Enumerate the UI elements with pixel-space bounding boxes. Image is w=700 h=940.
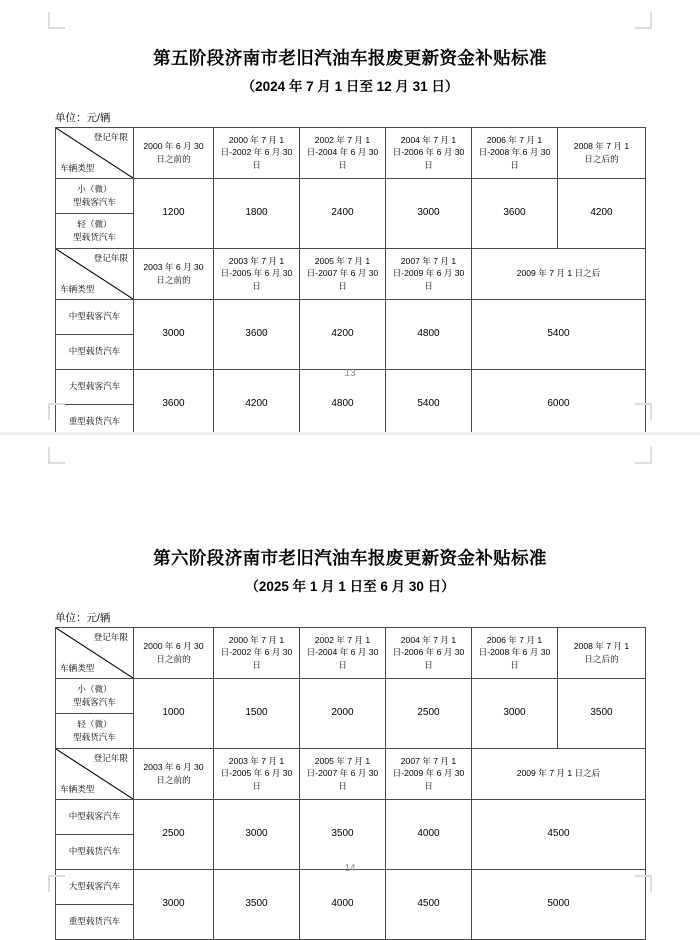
- header-registration-period-label: 登记年限: [93, 252, 128, 263]
- page-title: 第六阶段济南市老旧汽油车报废更新资金补贴标准: [153, 548, 547, 568]
- column-header: 2003 年 7 月 1 日-2005 年 6 月 30 日: [214, 248, 300, 299]
- column-header: 2008 年 7 月 1 日之后的: [558, 627, 646, 678]
- column-header: 2009 年 7 月 1 日之后: [472, 748, 646, 799]
- row-label: 小（微）型载客汽车: [56, 678, 134, 713]
- table-row: [56, 799, 646, 834]
- subsidy-table-container: [55, 627, 645, 940]
- table-header-row-b: [56, 748, 646, 799]
- page-number: 13: [344, 368, 356, 379]
- row-label: 中型载客汽车: [56, 799, 134, 834]
- column-header: 2009 年 7 月 1 日之后: [472, 248, 646, 299]
- table-row: [56, 178, 646, 213]
- header-registration-period-label: 登记年限: [93, 631, 128, 642]
- table-cell-value: 3500: [214, 869, 300, 939]
- column-header: 2000 年 7 月 1 日-2002 年 6 月 30 日: [214, 127, 300, 178]
- page-title: 第五阶段济南市老旧汽油车报废更新资金补贴标准: [153, 48, 547, 68]
- table-row: [56, 299, 646, 334]
- subsidy-table: [55, 127, 646, 440]
- table-cell-value: 3600: [214, 299, 300, 369]
- table-cell-value: 4500: [472, 799, 646, 869]
- column-header: 2006 年 7 月 1 日-2008 年 6 月 30 日: [472, 127, 558, 178]
- column-header: 2000 年 6 月 30 日之前的: [134, 627, 214, 678]
- unit-label: 单位：元/辆: [55, 611, 111, 624]
- table-cell-value: 3500: [300, 799, 386, 869]
- table-cell-value: 4000: [300, 869, 386, 939]
- table-cell-value: 5400: [386, 369, 472, 439]
- table-cell-value: 4000: [386, 799, 472, 869]
- column-header: 2005 年 7 月 1 日-2007 年 6 月 30 日: [300, 748, 386, 799]
- header-vehicle-type-label: 车辆类型: [60, 284, 95, 295]
- table-cell-value: 5000: [472, 869, 646, 939]
- row-label: 大型载客汽车: [56, 869, 134, 904]
- crop-mark-top-right-icon: [635, 447, 652, 464]
- row-label: 中型载货汽车: [56, 834, 134, 869]
- table-cell-value: 3000: [134, 299, 214, 369]
- page-subtitle: （2025 年 1 月 1 日至 6 月 30 日）: [245, 578, 455, 594]
- table-cell-value: 4200: [214, 369, 300, 439]
- table-cell-value: 1200: [134, 178, 214, 248]
- table-cell-value: 2500: [386, 678, 472, 748]
- page-number: 14: [344, 863, 356, 874]
- table-cell-value: 5400: [472, 299, 646, 369]
- column-header: 2008 年 7 月 1 日之后的: [558, 127, 646, 178]
- column-header: 2007 年 7 月 1 日-2009 年 6 月 30 日: [386, 248, 472, 299]
- table-cell-value: 2000: [300, 678, 386, 748]
- row-label: 中型载客汽车: [56, 299, 134, 334]
- column-header: 2000 年 6 月 30 日之前的: [134, 127, 214, 178]
- diagonal-header-cell: [56, 627, 134, 678]
- row-label: 中型载货汽车: [56, 334, 134, 369]
- column-header: 2002 年 7 月 1 日-2004 年 6 月 30 日: [300, 627, 386, 678]
- table-cell-value: 4200: [300, 299, 386, 369]
- table-cell-value: 3600: [134, 369, 214, 439]
- crop-mark-top-left-icon: [48, 12, 65, 29]
- header-vehicle-type-label: 车辆类型: [60, 163, 95, 174]
- column-header: 2006 年 7 月 1 日-2008 年 6 月 30 日: [472, 627, 558, 678]
- document-page-13: [0, 0, 700, 432]
- table-cell-value: 3000: [472, 678, 558, 748]
- page-subtitle: （2024 年 7 月 1 日至 12 月 31 日）: [241, 78, 459, 94]
- table-cell-value: 3600: [472, 178, 558, 248]
- header-vehicle-type-label: 车辆类型: [60, 663, 95, 674]
- document-page-14: [0, 435, 700, 927]
- subsidy-table-container: [55, 127, 645, 440]
- table-cell-value: 3000: [214, 799, 300, 869]
- row-label: 大型载客汽车: [56, 369, 134, 404]
- row-label: 重型载货汽车: [56, 404, 134, 439]
- table-cell-value: 1000: [134, 678, 214, 748]
- column-header: 2004 年 7 月 1 日-2006 年 6 月 30 日: [386, 627, 472, 678]
- crop-mark-top-left-icon: [48, 447, 65, 464]
- table-row: [56, 869, 646, 904]
- column-header: 2004 年 7 月 1 日-2006 年 6 月 30 日: [386, 127, 472, 178]
- table-cell-value: 3500: [558, 678, 646, 748]
- unit-label: 单位：元/辆: [55, 111, 111, 124]
- table-cell-value: 1800: [214, 178, 300, 248]
- row-label: 轻（微）型载货汽车: [56, 213, 134, 248]
- header-registration-period-label: 登记年限: [93, 752, 128, 763]
- header-vehicle-type-label: 车辆类型: [60, 784, 95, 795]
- row-label: 重型载货汽车: [56, 904, 134, 939]
- table-row: [56, 678, 646, 713]
- table-cell-value: 3000: [134, 869, 214, 939]
- table-cell-value: 6000: [472, 369, 646, 439]
- row-label: 轻（微）型载货汽车: [56, 713, 134, 748]
- table-cell-value: 3000: [386, 178, 472, 248]
- row-label: 小（微）型载客汽车: [56, 178, 134, 213]
- diagonal-header-cell: [56, 248, 134, 299]
- table-cell-value: 4200: [558, 178, 646, 248]
- diagonal-header-cell: [56, 127, 134, 178]
- column-header: 2000 年 7 月 1 日-2002 年 6 月 30 日: [214, 627, 300, 678]
- table-cell-value: 4500: [386, 869, 472, 939]
- table-cell-value: 1500: [214, 678, 300, 748]
- table-cell-value: 2500: [134, 799, 214, 869]
- table-cell-value: 4800: [300, 369, 386, 439]
- crop-mark-top-right-icon: [635, 12, 652, 29]
- table-header-row-b: [56, 248, 646, 299]
- header-registration-period-label: 登记年限: [93, 131, 128, 142]
- column-header: 2002 年 7 月 1 日-2004 年 6 月 30 日: [300, 127, 386, 178]
- subsidy-table: [55, 627, 646, 940]
- column-header: 2003 年 6 月 30 日之前的: [134, 748, 214, 799]
- column-header: 2007 年 7 月 1 日-2009 年 6 月 30 日: [386, 748, 472, 799]
- column-header: 2003 年 7 月 1 日-2005 年 6 月 30 日: [214, 748, 300, 799]
- table-cell-value: 4800: [386, 299, 472, 369]
- column-header: 2005 年 7 月 1 日-2007 年 6 月 30 日: [300, 248, 386, 299]
- table-cell-value: 2400: [300, 178, 386, 248]
- diagonal-header-cell: [56, 748, 134, 799]
- column-header: 2003 年 6 月 30 日之前的: [134, 248, 214, 299]
